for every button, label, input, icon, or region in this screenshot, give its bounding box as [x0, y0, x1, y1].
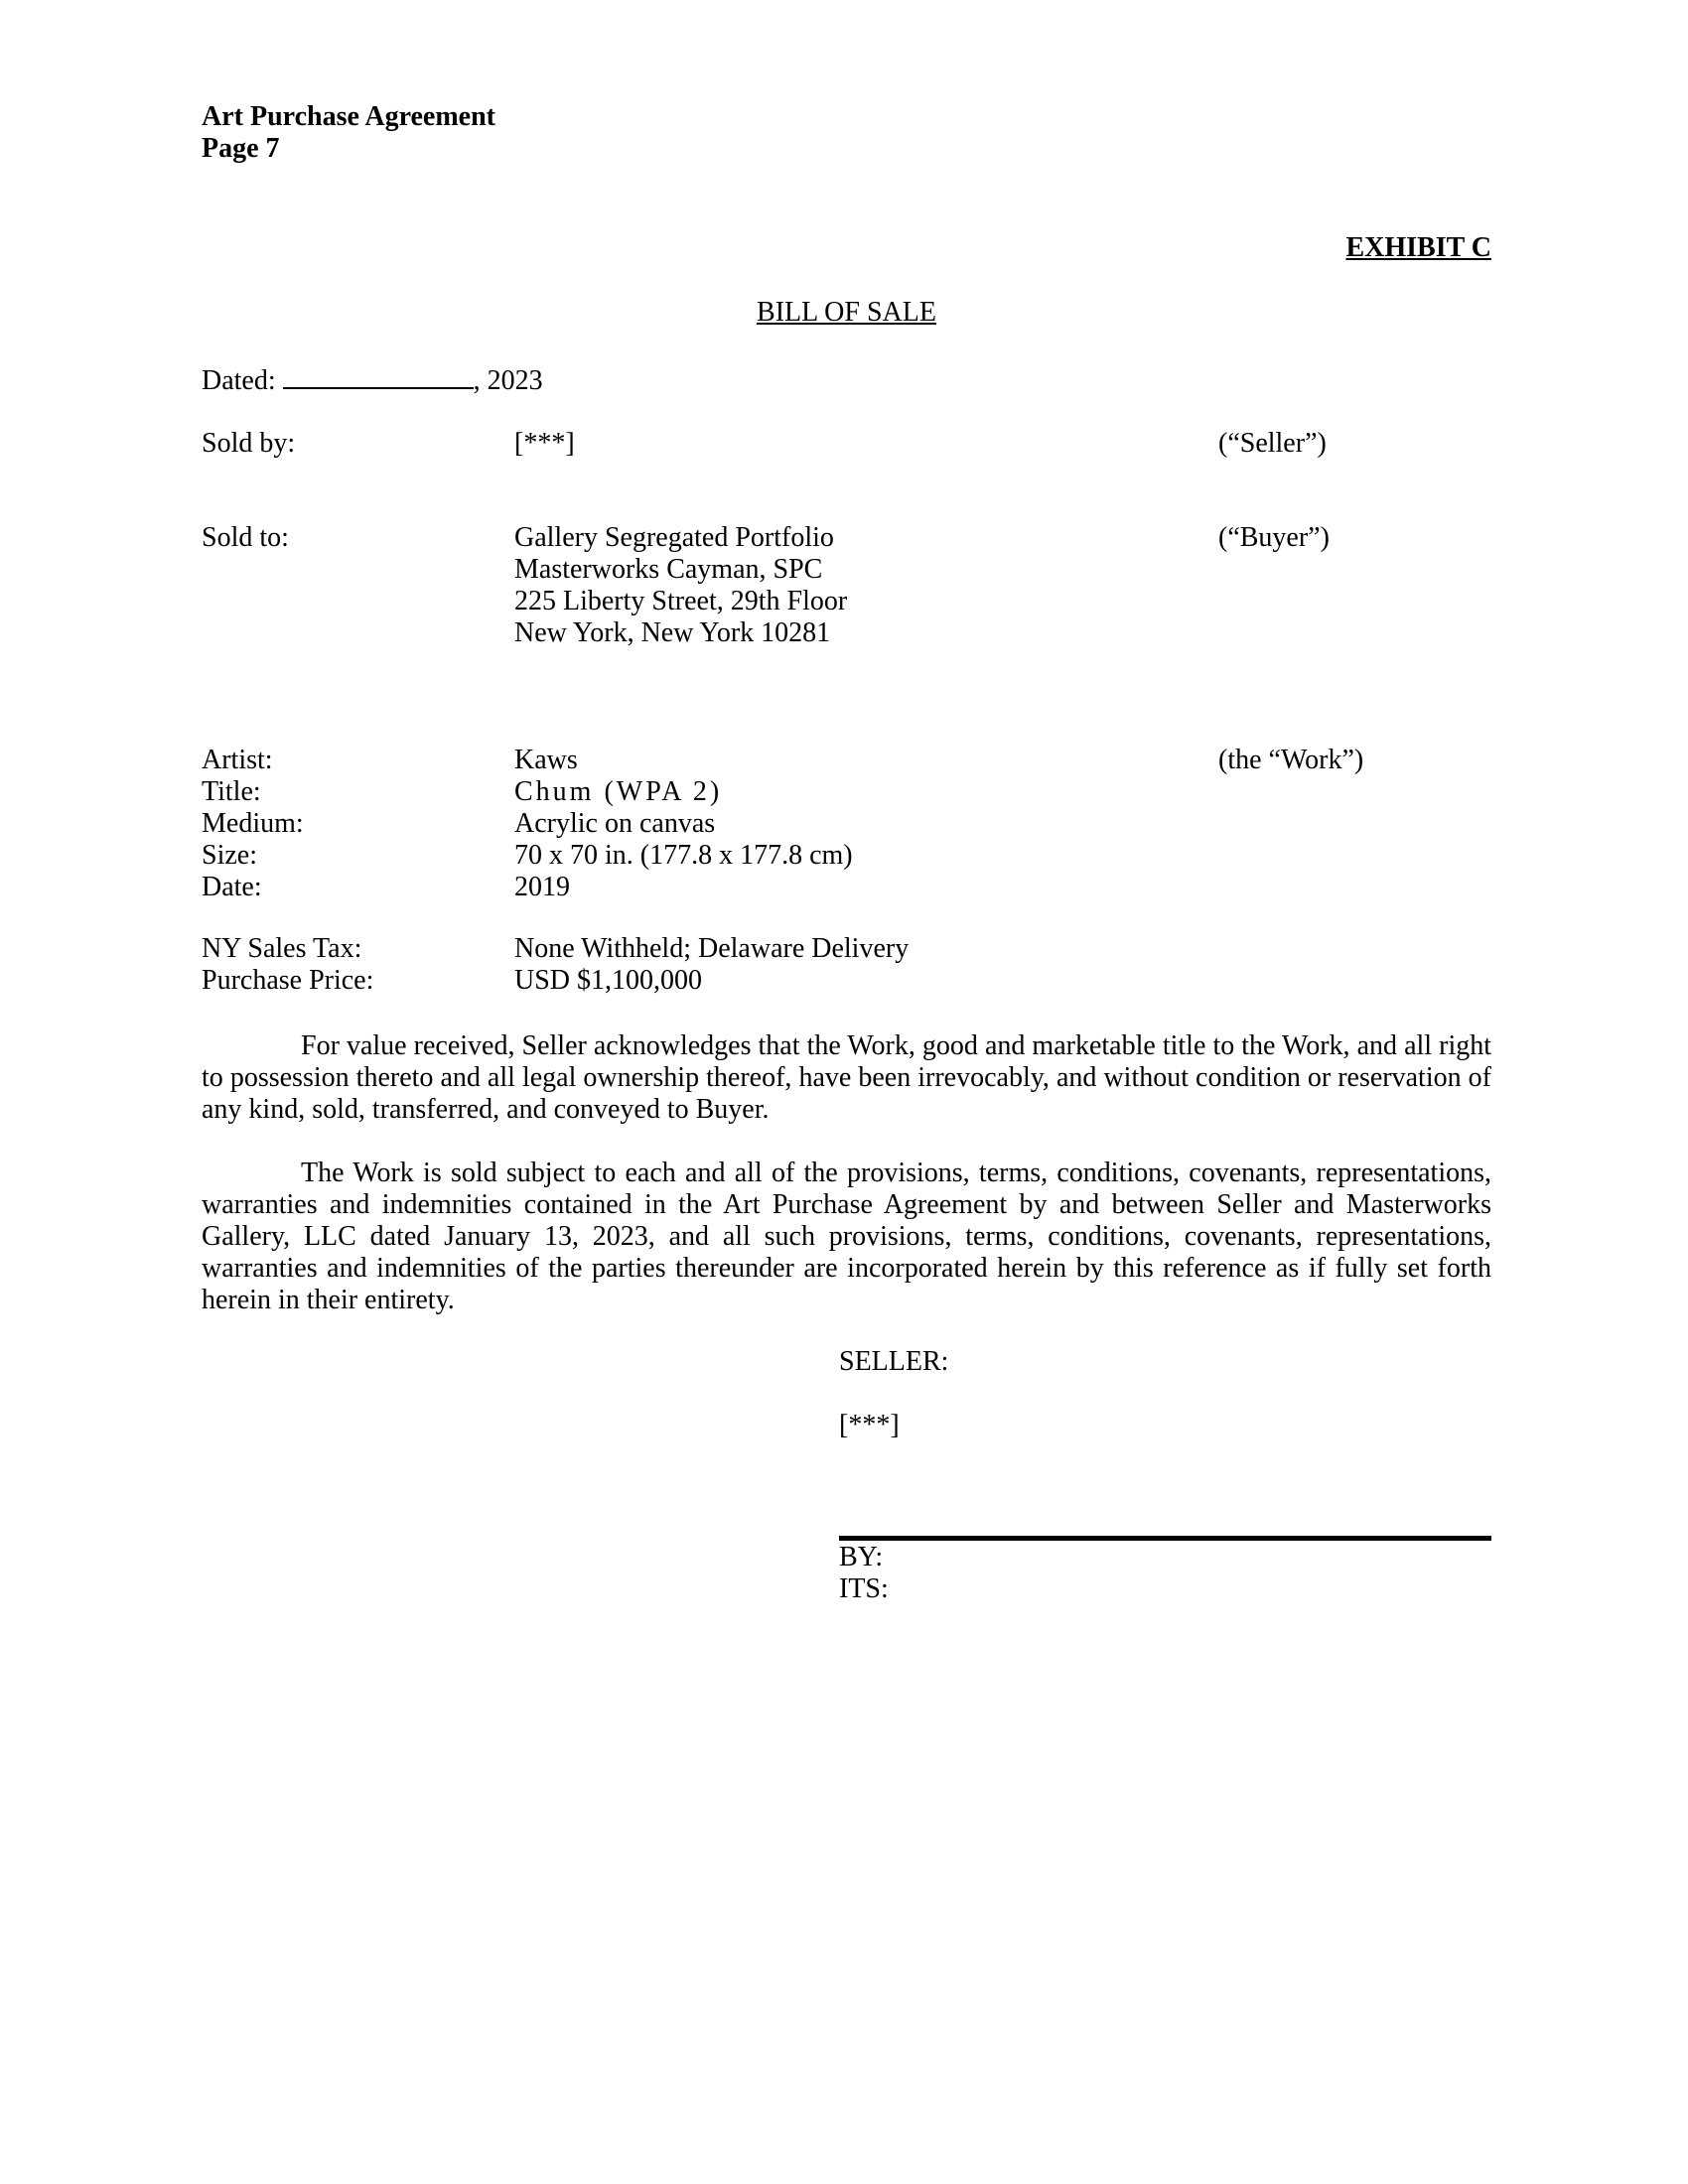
- sold-by-label: Sold by:: [202, 428, 296, 459]
- purchase-price-row: [202, 965, 1491, 997]
- sold-to-row: [202, 522, 1491, 649]
- sales-tax-value: None Withheld; Delaware Delivery: [514, 933, 910, 964]
- document-header: [202, 101, 1491, 165]
- date-value: 2019: [514, 872, 570, 902]
- sales-tax-label: NY Sales Tax:: [202, 933, 362, 964]
- title-label: Title:: [202, 776, 261, 807]
- its-label: ITS:: [839, 1573, 889, 1604]
- seller-designation: (“Seller”): [1218, 428, 1327, 459]
- agreement-title: Art Purchase Agreement: [202, 101, 495, 132]
- artwork-row-date: [202, 872, 1491, 903]
- sold-to-label: Sold to:: [202, 522, 289, 553]
- seller-name-placeholder: [***]: [514, 428, 575, 459]
- sales-tax-row: [202, 933, 1491, 965]
- paragraph-value-received: For value received, Seller acknowledges that the Work, good and marketable title to the Work, and all right to possession thereto and all legal ownership thereof, have been irrevocably, and without condition or reservation of any kind, sold, transferred, and conveyed to Buyer.: [202, 1030, 1491, 1125]
- dated-label: Dated:: [202, 365, 276, 396]
- by-label: BY:: [839, 1542, 884, 1572]
- medium-label: Medium:: [202, 808, 304, 839]
- page-number-label: Page 7: [202, 133, 280, 164]
- title-value: Chum (WPA 2): [514, 776, 723, 807]
- dated-row: [202, 361, 1491, 397]
- bill-of-sale-title: BILL OF SALE: [757, 297, 936, 328]
- buyer-address-block: [514, 522, 1218, 649]
- buyer-designation: (“Buyer”): [1218, 522, 1330, 553]
- artwork-row-medium: [202, 808, 1491, 840]
- work-designation: (the “Work”): [1218, 745, 1364, 775]
- artwork-row-artist: [202, 745, 1491, 776]
- signature-name-placeholder: [***]: [839, 1410, 900, 1440]
- seller-heading: SELLER:: [839, 1346, 949, 1377]
- artwork-row-size: [202, 840, 1491, 872]
- signature-block: [839, 1346, 1491, 1605]
- medium-value: Acrylic on canvas: [514, 808, 716, 839]
- signature-line: [839, 1536, 1491, 1541]
- dated-blank-line: [283, 361, 474, 389]
- artwork-details: [202, 745, 1491, 903]
- size-value: 70 x 70 in. (177.8 x 177.8 cm): [514, 840, 853, 871]
- artist-label: Artist:: [202, 745, 273, 775]
- buyer-address-line: Masterworks Cayman, SPC: [514, 554, 823, 585]
- buyer-address-line: 225 Liberty Street, 29th Floor: [514, 586, 848, 616]
- artist-value: Kaws: [514, 745, 578, 775]
- sold-by-value: [514, 428, 1218, 460]
- size-label: Size:: [202, 840, 257, 871]
- artwork-row-title: [202, 776, 1491, 808]
- purchase-price-value: USD $1,100,000: [514, 965, 703, 996]
- dated-year: , 2023: [473, 365, 543, 396]
- buyer-address-line: Gallery Segregated Portfolio: [514, 522, 834, 553]
- buyer-address-line: New York, New York 10281: [514, 617, 831, 648]
- sale-terms: [202, 933, 1491, 997]
- sold-by-row: [202, 428, 1491, 460]
- purchase-price-label: Purchase Price:: [202, 965, 374, 996]
- exhibit-label: EXHIBIT C: [1345, 232, 1491, 263]
- date-label: Date:: [202, 872, 262, 902]
- paragraph-sold-subject: The Work is sold subject to each and all of the provisions, terms, conditions, covenants, representations, warranties and indemnities contained in the Art Purchase Agreement by and between Seller and Masterworks Gallery, LLC dated January 13, 2023, and all such provisions, terms, conditions, covenants, representations, warranties and indemnities of the parties thereunder are incorporated herein by this reference as if fully set forth herein in their entirety.: [202, 1158, 1491, 1315]
